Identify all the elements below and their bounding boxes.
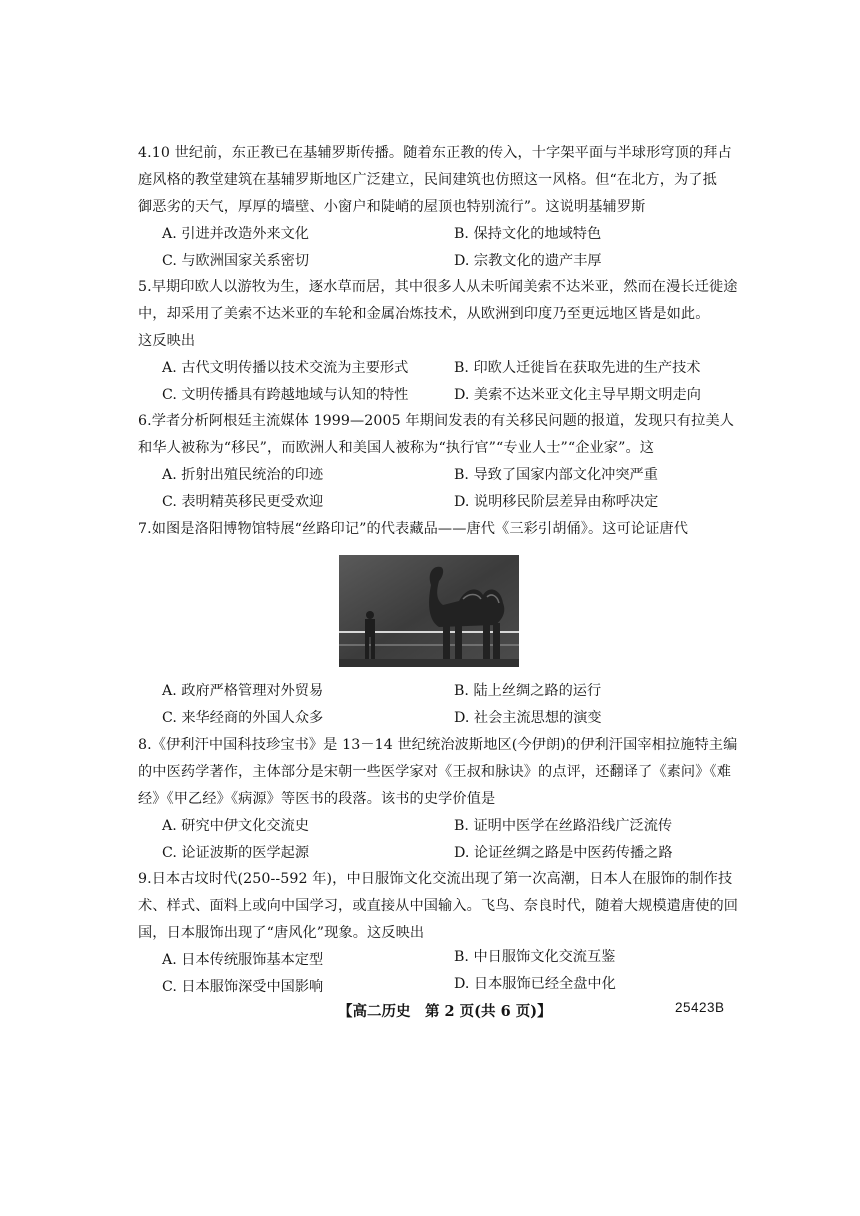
q6-line-2: 和华人被称为“移民”，而欧洲人和美国人被称为“执行官”“专业人士”“企业家”。这 — [138, 440, 655, 456]
q9-option-d: D. 日本服饰已经全盘中化 — [454, 976, 616, 992]
q7-line-1: 7.如图是洛阳博物馆特展“丝路印记”的代表藏品——唐代《三彩引胡俑》。这可论证唐代 — [138, 521, 688, 537]
q5-option-b: B. 印欧人迁徙旨在获取先进的生产技术 — [454, 360, 701, 376]
q4-option-a: A. 引进并改造外来文化 — [162, 226, 309, 242]
page-footer-label: 【高二历史 第 2 页(共 6 页)】 — [338, 1003, 552, 1020]
q6-option-c: C. 表明精英移民更受欢迎 — [162, 494, 324, 510]
q9-line-3: 国，日本服饰出现了“唐风化”现象。这反映出 — [138, 925, 425, 941]
q6-option-d: D. 说明移民阶层差异由称呼决定 — [454, 494, 659, 510]
q4-line-2: 庭风格的教堂建筑在基辅罗斯地区广泛建立，民间建筑也仿照这一风格。但“在北方，为了抵 — [138, 172, 717, 188]
q9-line-2: 术、样式、面料上或向中国学习，或直接从中国输入。飞鸟、奈良时代，随着大规模遣唐使的回 — [138, 898, 739, 914]
q8-option-c: C. 论证波斯的医学起源 — [162, 845, 310, 861]
q9-line-1: 9.日本古坟时代(250--592 年)，中日服饰文化交流出现了第一次高潮，日本人在服饰的制作技 — [138, 871, 733, 887]
q5-option-c: C. 文明传播具有跨越地域与认知的特性 — [162, 387, 409, 403]
q5-line-3: 这反映出 — [138, 333, 196, 349]
q7-option-a: A. 政府严格管理对外贸易 — [162, 683, 324, 699]
q8-line-1: 8.《伊利汗中国科技珍宝书》是 13－14 世纪统治波斯地区(今伊朗)的伊利汗国宰相拉施特主编 — [138, 737, 738, 753]
q8-option-a: A. 研究中伊文化交流史 — [162, 818, 309, 834]
q8-line-3: 经》《甲乙经》《病源》等医书的段落。该书的史学价值是 — [138, 791, 496, 807]
q5-option-a: A. 古代文明传播以技术交流为主要形式 — [162, 360, 409, 376]
q4-option-b: B. 保持文化的地域特色 — [454, 226, 602, 242]
q7-option-c: C. 来华经商的外国人众多 — [162, 710, 324, 726]
q4-option-c: C. 与欧洲国家关系密切 — [162, 253, 310, 269]
q6-option-b: B. 导致了国家内部文化冲突严重 — [454, 467, 658, 483]
q5-line-1: 5.早期印欧人以游牧为生，逐水草而居，其中很多人从未听闻美索不达米亚，然而在漫长迁徙途 — [138, 279, 738, 295]
q7-option-b: B. 陆上丝绸之路的运行 — [454, 683, 602, 699]
q6-line-1: 6.学者分析阿根廷主流媒体 1999—2005 年期间发表的有关移民问题的报道，发现只有拉美人 — [138, 413, 735, 429]
q8-line-2: 的中医药学著作，主体部分是宋朝一些医学家对《王叔和脉诀》的点评，还翻译了《素问》《难 — [138, 764, 731, 780]
q8-option-b: B. 证明中医学在丝路沿线广泛流传 — [454, 818, 673, 834]
q5-line-2: 中，却采用了美索不达米亚的车轮和金属冶炼技术，从欧洲到印度乃至更远地区皆是如此。 — [138, 306, 710, 322]
q9-option-b: B. 中日服饰文化交流互鉴 — [454, 949, 616, 965]
exam-code: 25423B — [675, 1000, 725, 1015]
q7-option-d: D. 社会主流思想的演变 — [454, 710, 602, 726]
q4-line-1: 4.10 世纪前，东正教已在基辅罗斯传播。随着东正教的传入，十字架平面与半球形穹顶的拜占 — [138, 145, 732, 161]
q8-option-d: D. 论证丝绸之路是中医药传播之路 — [454, 845, 673, 861]
q9-option-a: A. 日本传统服饰基本定型 — [162, 952, 324, 968]
q9-option-c: C. 日本服饰深受中国影响 — [162, 979, 324, 995]
q4-line-3: 御恶劣的天气，厚厚的墙壁、小窗户和陡峭的屋顶也特别流行”。这说明基辅罗斯 — [138, 199, 646, 215]
q6-option-a: A. 折射出殖民统治的印迹 — [162, 467, 324, 483]
q5-option-d: D. 美索不达米亚文化主导早期文明走向 — [454, 387, 701, 403]
tang-sancai-camel-photo — [339, 555, 519, 667]
q4-option-d: D. 宗教文化的遗产丰厚 — [454, 253, 602, 269]
